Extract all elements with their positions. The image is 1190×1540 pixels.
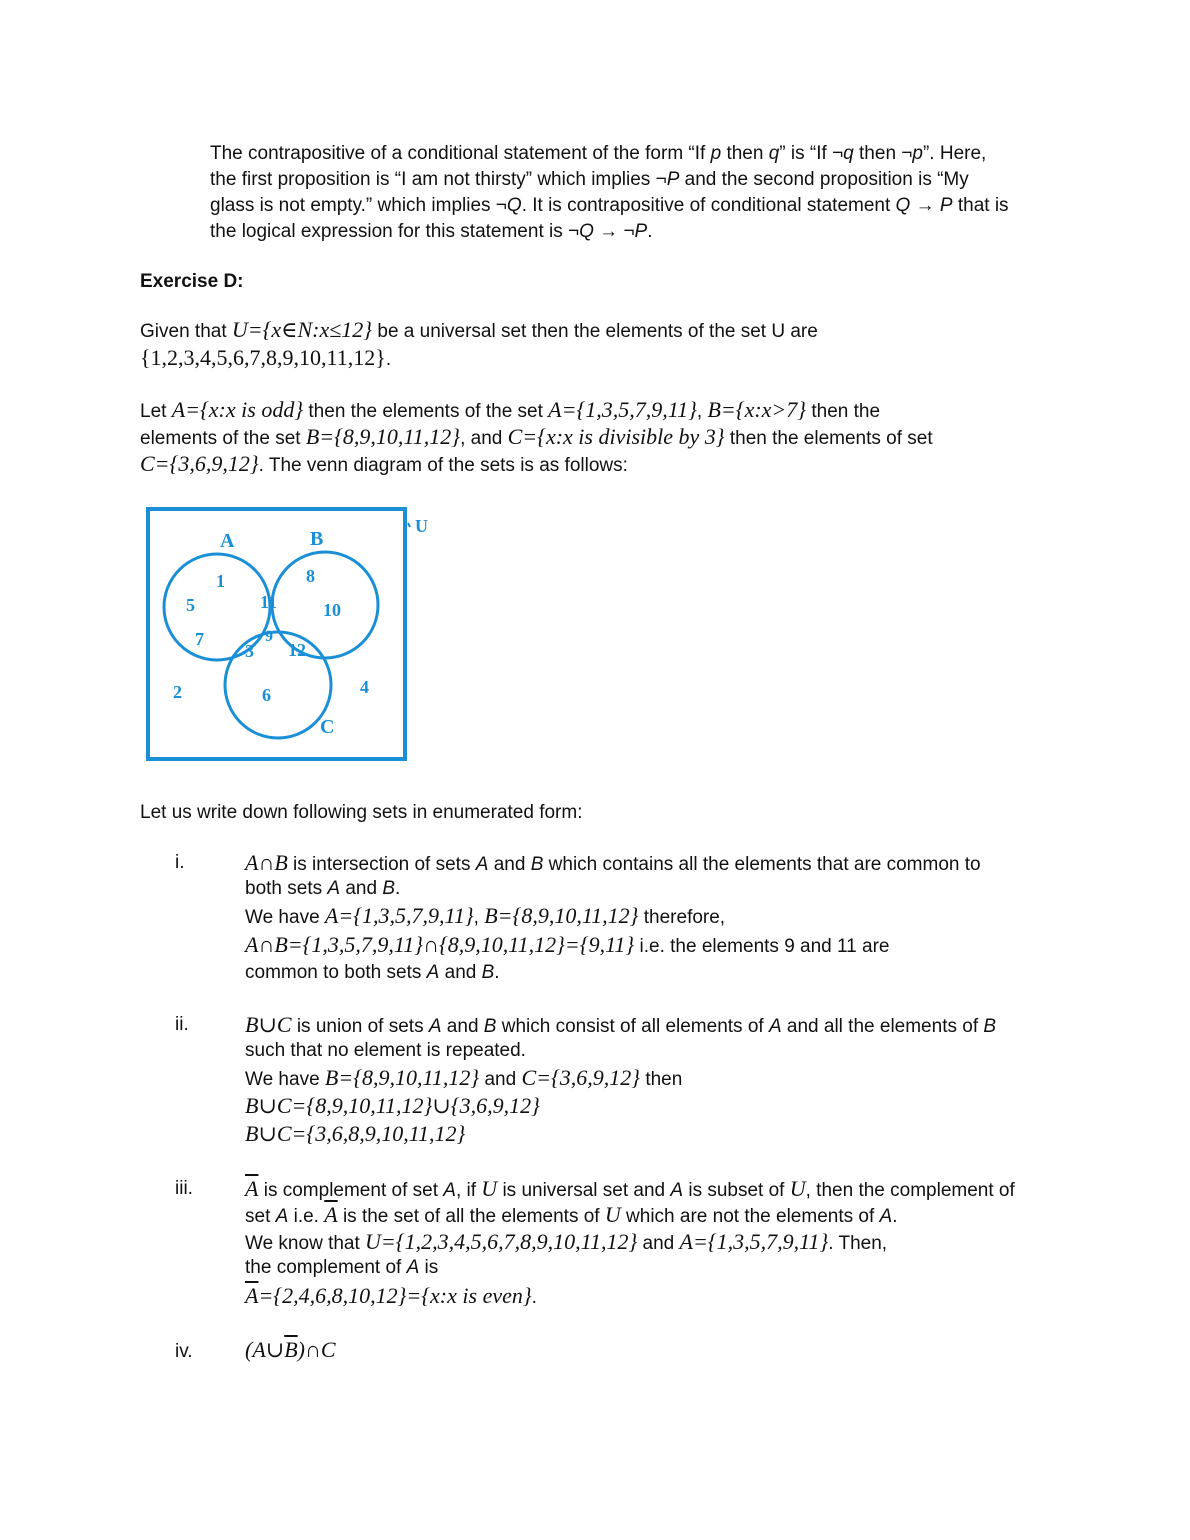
universal-set-line-2: {1,2,3,4,5,6,7,8,9,10,11,12}. [140,345,392,370]
element-11: 11 [260,592,278,612]
label-b: B [310,528,324,550]
item-ii-line-2: such that no element is repeated. [245,1040,526,1061]
item-iii-line-1: $\overline{A}$ is complement of set A, if U is universal set and A is subset of U, then the complement of [245,1176,1015,1201]
element-4: 4 [360,677,369,697]
sets-line-1: Let A={x:x is odd} then the elements of the set A={1,3,5,7,9,11}, B={x:x>7} then the [140,397,881,422]
paragraph-1-line-1: The contrapositive of a conditional statement of the form “If p then q” is “If ¬q then ¬p”. Here, [210,143,987,164]
universal-set-line-1: Given that U={x∈N:x≤12} be a universal set then the elements of the set U are [140,317,818,342]
venn-diagram [140,505,440,767]
item-iv-line-1: $(A\cup\overline{B})\cap C$ [245,1337,336,1362]
element-3: 3 [245,641,254,661]
element-9: 9 [265,628,273,645]
element-8: 8 [306,566,315,586]
item-ii-line-5: B∪C={3,6,8,9,10,11,12} [245,1121,466,1146]
item-iii-line-2: set A i.e. $\overline{A}$ is the set of all the elements of U which are not the elements of A. [245,1202,898,1227]
universal-set-box [148,509,405,759]
item-ii-line-3: We have B={8,9,10,11,12} and C={3,6,9,12} then [245,1065,683,1090]
circle-a [164,554,270,660]
item-iii-number: iii. [175,1178,193,1199]
item-ii-line-4: B∪C={8,9,10,11,12}∪{3,6,9,12} [245,1093,540,1118]
item-i-line-3: We have A={1,3,5,7,9,11}, B={8,9,10,11,12} therefore, [245,903,726,928]
element-1: 1 [216,571,225,591]
circle-c [225,632,331,738]
element-12: 12 [288,640,306,660]
sets-line-3: C={3,6,9,12}. The venn diagram of the sets is as follows: [140,451,628,476]
element-7: 7 [195,629,204,649]
item-iii-line-4: the complement of A is [245,1257,439,1278]
element-10: 10 [323,600,341,620]
list-intro: Let us write down following sets in enumerated form: [140,802,583,823]
u-tick-mark [408,523,410,527]
paragraph-1-line-4: the logical expression for this statement is ¬Q → ¬P. [210,221,653,242]
label-a: A [220,530,235,552]
label-c: C [320,716,335,738]
paragraph-1-line-3: glass is not empty.” which implies ¬Q. It is contrapositive of conditional statement Q → P that is [210,195,1009,216]
element-2: 2 [173,682,182,702]
item-iii-line-5: $\overline{A}=\{2,4,6,8,10,12\}=\{x:x$ is even}. [245,1283,537,1308]
item-i-number: i. [175,852,185,873]
item-iii-line-3: We know that U={1,2,3,4,5,6,7,8,9,10,11,12} and A={1,3,5,7,9,11}. Then, [245,1229,888,1254]
item-i-line-5: common to both sets A and B. [245,962,500,983]
label-u: U [415,516,428,536]
element-5: 5 [186,595,195,615]
item-i-line-1: A∩B is intersection of sets A and B which contains all the elements that are common to [245,850,981,875]
exercise-heading: Exercise D: [140,271,244,292]
item-ii-number: ii. [175,1014,189,1035]
item-ii-line-1: B∪C is union of sets A and B which consist of all elements of A and all the elements of B [245,1012,997,1037]
item-iv-number: iv. [175,1341,193,1362]
element-6: 6 [262,685,271,705]
sets-line-2: elements of the set B={8,9,10,11,12}, and C={x:x is divisible by 3} then the elements of set [140,424,933,449]
paragraph-1-line-2: the first proposition is “I am not thirsty” which implies ¬P and the second proposition is “My [210,169,969,190]
item-i-line-4: A∩B={1,3,5,7,9,11}∩{8,9,10,11,12}={9,11} i.e. the elements 9 and 11 are [245,932,890,957]
item-i-line-2: both sets A and B. [245,878,401,899]
